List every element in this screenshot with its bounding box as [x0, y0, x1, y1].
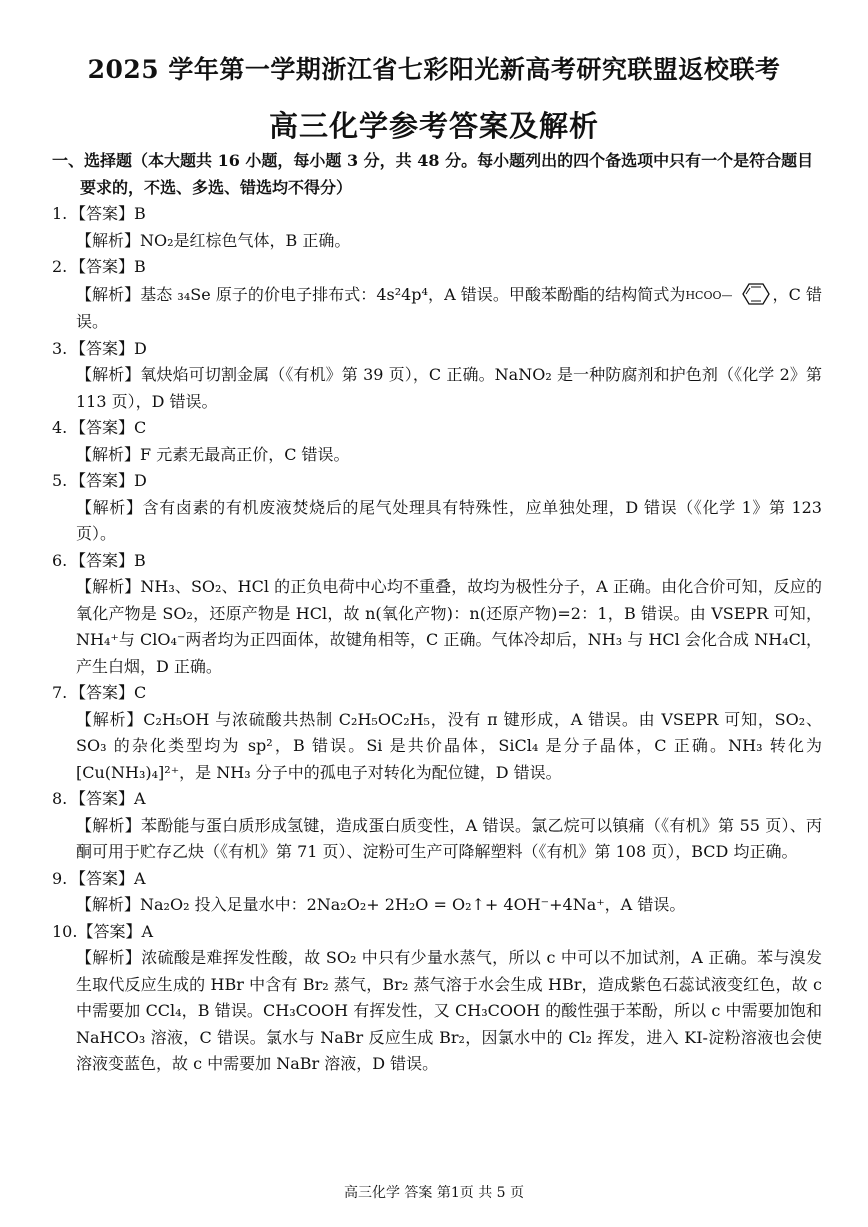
answer-line: 10.【答案】A [52, 921, 154, 941]
explanation: 【解析】F 元素无最高正价，C 错误。 [76, 444, 350, 464]
question-7 [52, 680, 822, 786]
answer-line: 8. 【答案】A [52, 789, 146, 808]
question-8 [52, 786, 822, 866]
answer-value: C [134, 683, 147, 702]
question-6 [52, 548, 822, 681]
answer-line: 6. 【答案】B [52, 550, 146, 570]
question-10 [52, 919, 822, 1078]
question-3 [52, 336, 822, 416]
answer-value: A [141, 921, 154, 941]
document-subtitle: 高三化学参考答案及解析 [268, 109, 599, 143]
answer-line: 4. 【答案】C [52, 418, 147, 437]
explanation: 【解析】NO₂是红棕色气体，B 正确。 [76, 230, 351, 250]
question-9 [52, 866, 822, 919]
answer-line: 5. 【答案】D [52, 471, 147, 490]
page-footer: 高三化学 答案 第1页 共 5 页 [343, 1185, 525, 1201]
explanation: 【解析】苯酚能与蛋白质形成氢键，造成蛋白质变性，A 错误。氯乙烷可以镇痛（《有机》第 55 页）、丙酮可用于贮存乙炔（《有机》第 71 页）、淀粉可生产可降解塑料（《有机》第 108 页），BCD 均正确。 [76, 815, 822, 861]
answer-value: B [134, 257, 146, 276]
question-2 [52, 254, 822, 336]
answer-content [52, 148, 822, 1078]
answer-line: 2. 【答案】B [52, 257, 146, 276]
answer-line: 7. 【答案】C [52, 683, 147, 702]
explanation: 【解析】C₂H₅OH 与浓硫酸共热制 C₂H₅OC₂H₅，没有 π 键形成，A 错误。由 VSEPR 可知，SO₂、SO₃ 的杂化类型均为 sp²，B 错误。Si 是共价晶体，SiCl₄ 是分子晶体，C 正确。NH₃ 转化为[Cu(NH₃)₄]²⁺，是 NH₃ 分子中的孤电子对转化为配位键，D 错误。 [76, 709, 822, 782]
answer-value: B [134, 204, 146, 223]
answer-value: A [134, 789, 146, 808]
answer-value: D [134, 471, 147, 490]
explanation: 【解析】NH₃、SO₂、HCl 的正负电荷中心均不重叠，故均为极性分子，A 正确。由化合价可知，反应的氧化产物是 SO₂，还原产物是 HCl，故 n(氧化产物)：n(还原产物)=2：1，B 错误。由 VSEPR 可知，NH₄⁺与 ClO₄⁻两者均为正四面体，故键角相等，C 正确。气体冷却后，NH₃ 与 HCl 会化合成 NH₄Cl，产生白烟，D 正确。 [76, 577, 822, 676]
explanation: 【解析】基态 ₃₄Se 原子的价电子排布式：4s²4p⁴，A 错误。甲酸苯酚酯的结构简式为HCOO— ，C 错误。 [52, 281, 822, 336]
benzene-ring-icon [733, 281, 773, 307]
phenyl-formate-structure: HCOO— [685, 281, 772, 310]
explanation: 【解析】浓硫酸是难挥发性酸，故 SO₂ 中只有少量水蒸气，所以 c 中可以不加试剂，A 正确。苯与溴发生取代反应生成的 HBr 中含有 Br₂ 蒸气，Br₂ 蒸气溶于水会生成 HBr，造成紫色石蕊试液变红色，故 c 中需要加 CCl₄，B 错误。CH₃COOH 有挥发性，又 CH₃COOH 的酸性强于苯酚，所以 c 中需要加饱和 NaHCO₃ 溶液，C 错误。氯水与 NaBr 反应生成 Br₂，因氯水中的 Cl₂ 挥发，进入 KI-淀粉溶液也会使溶液变蓝色，故 c 中需要加 NaBr 溶液，D 错误。 [76, 948, 822, 1073]
answer-value: A [134, 868, 146, 888]
answer-value: C [134, 418, 147, 437]
answer-value: D [134, 338, 147, 358]
section-heading: 一、选择题（本大题共 16 小题，每小题 3 分，共 48 分。每小题列出的四个备选项中只有一个是符合题目要求的，不选、多选、错选均不得分） [52, 151, 814, 197]
answer-line: 1. 【答案】B [52, 204, 146, 223]
answer-line: 3. 【答案】D [52, 338, 147, 358]
explanation: 【解析】Na₂O₂ 投入足量水中：2Na₂O₂+ 2H₂O = O₂↑+ 4OH⁻+4Na⁺，A 错误。 [76, 895, 686, 914]
question-5 [52, 468, 822, 548]
question-4 [52, 415, 822, 468]
answer-line: 9. 【答案】A [52, 868, 146, 888]
question-1 [52, 201, 822, 254]
explanation: 【解析】含有卤素的有机废液焚烧后的尾气处理具有特殊性，应单独处理，D 错误（《化学 1》第 123 页）。 [76, 497, 822, 543]
document-title: 2025 学年第一学期浙江省七彩阳光新高考研究联盟返校联考 [87, 55, 781, 84]
explanation: 【解析】氧炔焰可切割金属（《有机》第 39 页），C 正确。NaNO₂ 是一种防腐剂和护色剂（《化学 2》第 113 页），D 错误。 [76, 365, 822, 411]
answer-value: B [134, 550, 146, 570]
